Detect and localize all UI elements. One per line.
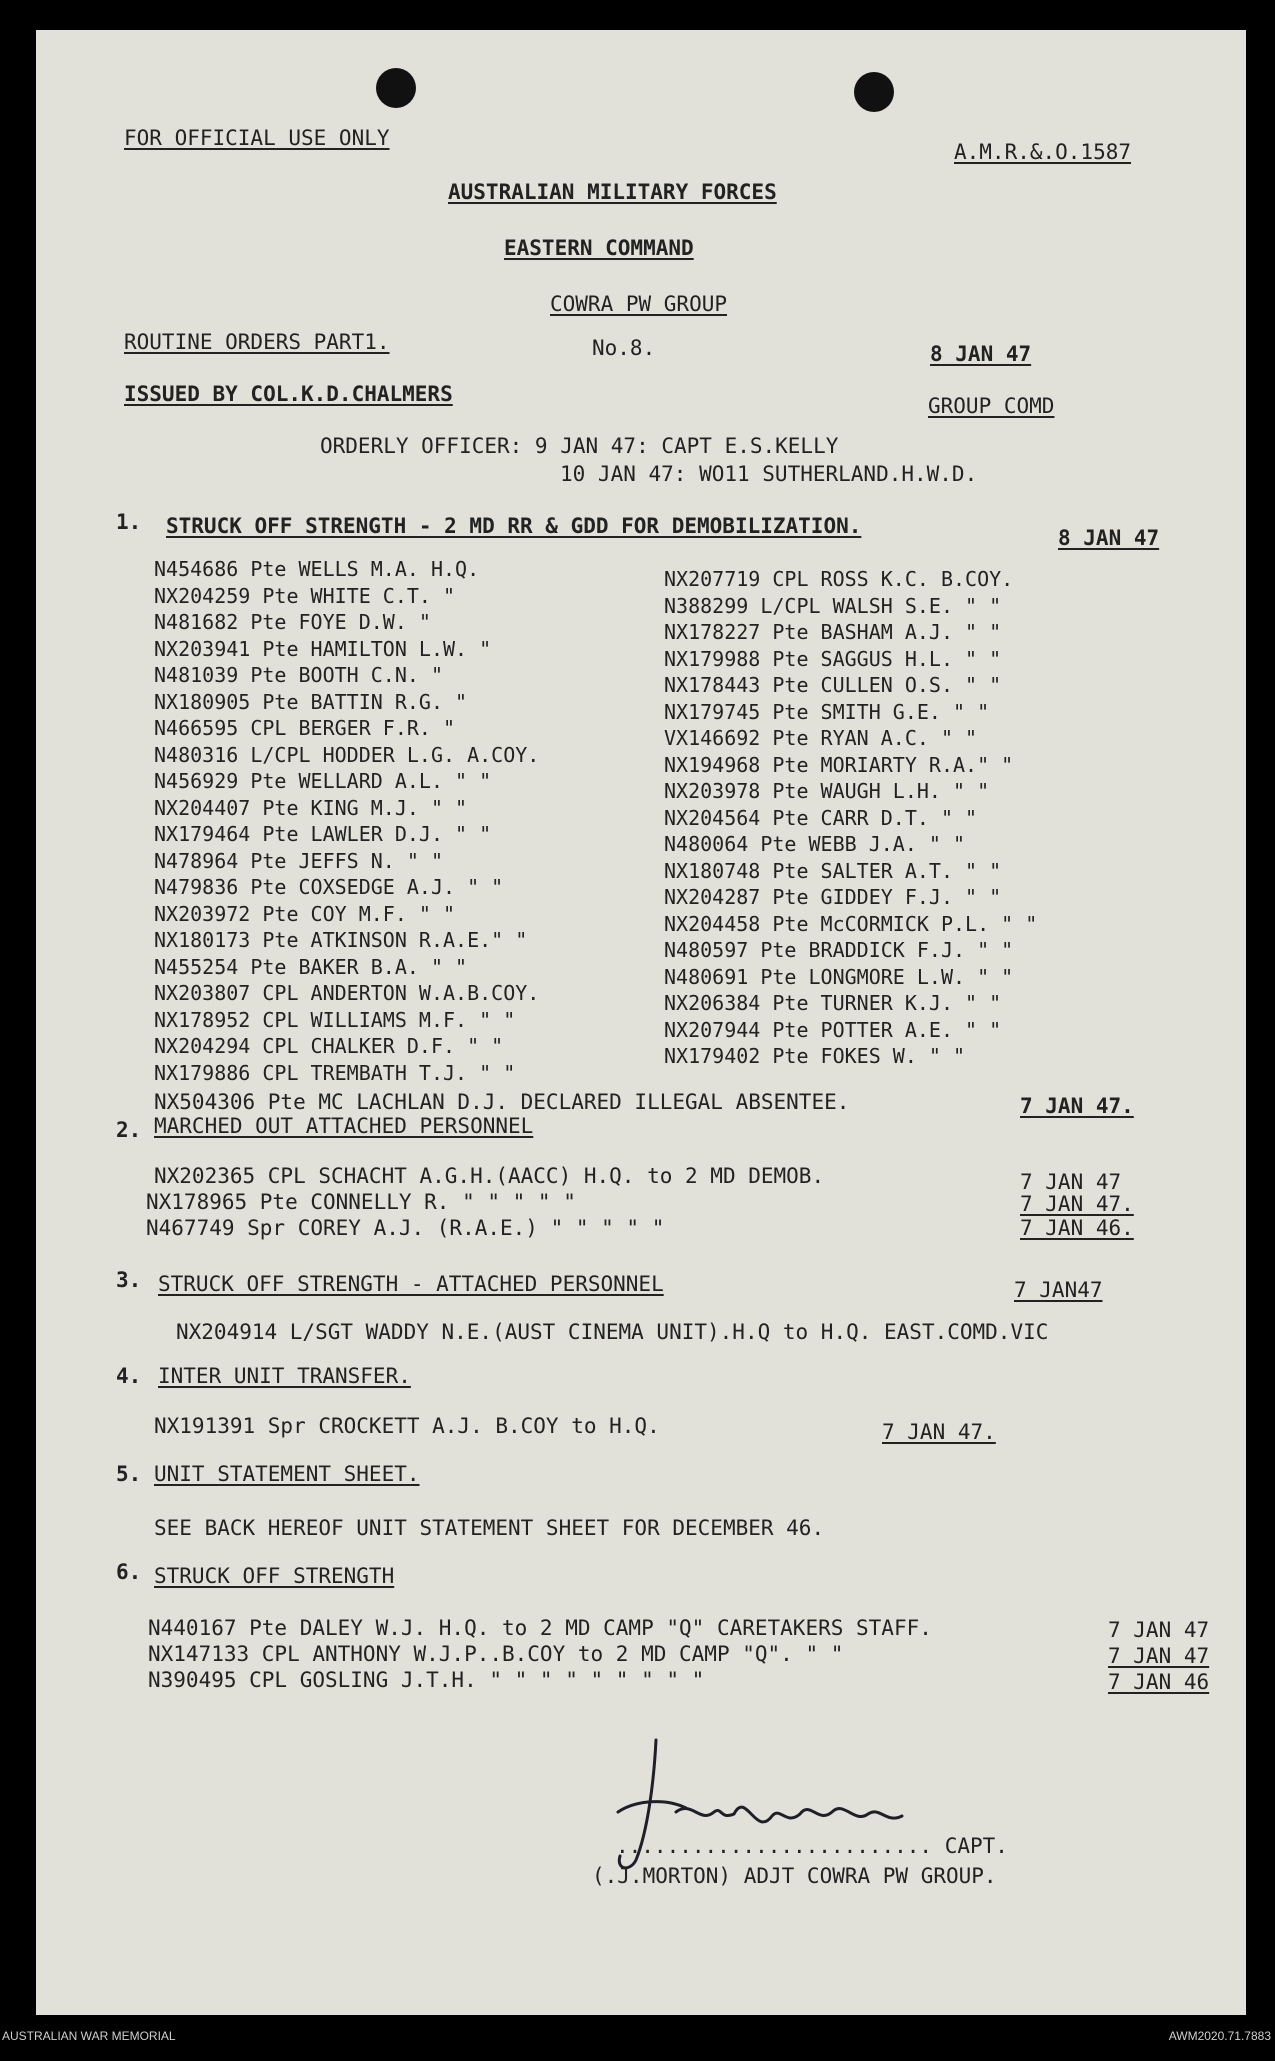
list-item: NX204294 CPL CHALKER D.F. " "	[154, 1034, 504, 1058]
list-item: N454686 Pte WELLS M.A. H.Q.	[154, 557, 480, 581]
list-item: N388299 L/CPL WALSH S.E. " "	[664, 593, 1002, 618]
illegal-absentee-date: 7 JAN 47.	[1020, 1094, 1134, 1118]
section-4-row: NX191391 Spr CROCKETT A.J. B.COY to H.Q.	[154, 1414, 660, 1438]
routine-orders-label: ROUTINE ORDERS PART1.	[124, 330, 390, 354]
section-2-number: 2.	[116, 1118, 142, 1142]
list-item: NX178952 CPL WILLIAMS M.F. " "	[154, 1007, 516, 1032]
list-item: N479836 Pte COXSEDGE A.J. " "	[154, 875, 504, 899]
issued-by: ISSUED BY COL.K.D.CHALMERS	[124, 382, 453, 406]
list-item: VX146692 Pte RYAN A.C. " "	[664, 726, 978, 750]
section-5-title: UNIT STATEMENT SHEET.	[154, 1462, 420, 1486]
section-6-row: NX147133 CPL ANTHONY W.J.P..B.COY to 2 MD CAMP "Q". " "	[148, 1642, 844, 1666]
official-use-label: FOR OFFICIAL USE ONLY	[124, 126, 390, 150]
section-3-title: STRUCK OFF STRENGTH - ATTACHED PERSONNEL	[158, 1272, 664, 1296]
group-comd: GROUP COMD	[928, 394, 1055, 418]
list-item: N481039 Pte BOOTH C.N. "	[154, 663, 443, 687]
list-item: NX194968 Pte MORIARTY R.A." "	[664, 752, 1014, 777]
list-item: NX179464 Pte LAWLER D.J. " "	[154, 822, 492, 846]
section-2-title: MARCHED OUT ATTACHED PERSONNEL	[154, 1114, 534, 1138]
archive-reference: AWM2020.71.7883	[1168, 2029, 1271, 2043]
group-heading: COWRA PW GROUP	[550, 292, 728, 316]
section-4-date: 7 JAN 47.	[882, 1420, 996, 1444]
list-item: N478964 Pte JEFFS N. " "	[154, 848, 443, 873]
list-item: N480691 Pte LONGMORE L.W. " "	[664, 964, 1014, 989]
form-reference: A.M.R.&.O.1587	[954, 140, 1132, 164]
command-heading: EASTERN COMMAND	[504, 236, 694, 260]
list-item: NX204259 Pte WHITE C.T. "	[154, 583, 456, 608]
punch-hole-left	[376, 68, 416, 108]
section-1-number: 1.	[116, 510, 142, 534]
list-item: NX207944 Pte POTTER A.E. " "	[664, 1017, 1002, 1042]
list-item: N455254 Pte BAKER B.A. " "	[154, 954, 468, 979]
order-number: No.8.	[592, 336, 656, 360]
list-item: NX203978 Pte WAUGH L.H. " "	[664, 779, 990, 803]
order-date: 8 JAN 47	[930, 342, 1032, 366]
list-item: N480064 Pte WEBB J.A. " "	[664, 832, 966, 856]
section-2-date: 7 JAN 47	[1020, 1170, 1122, 1194]
section-1-date: 8 JAN 47	[1058, 526, 1160, 550]
list-item: NX203972 Pte COY M.F. " "	[154, 901, 456, 926]
section-2-row: NX178965 Pte CONNELLY R. " " " " "	[146, 1190, 576, 1214]
list-item: NX180748 Pte SALTER A.T. " "	[664, 858, 1002, 883]
section-6-row: N440167 Pte DALEY W.J. H.Q. to 2 MD CAMP "Q" CARETAKERS STAFF.	[148, 1616, 932, 1640]
section-4-number: 4.	[116, 1364, 142, 1388]
list-item: N480597 Pte BRADDICK F.J. " "	[664, 938, 1014, 962]
signature-name-line: (.J.MORTON) ADJT COWRA PW GROUP.	[592, 1864, 997, 1888]
list-item: NX204564 Pte CARR D.T. " "	[664, 805, 978, 830]
list-item: NX178443 Pte CULLEN O.S. " "	[664, 673, 1002, 697]
list-item: NX179402 Pte FOKES W. " "	[664, 1044, 966, 1068]
section-6-number: 6.	[116, 1560, 142, 1584]
signature-rank-line: ......................... CAPT.	[616, 1834, 1008, 1858]
section-6-date: 7 JAN 46	[1108, 1670, 1210, 1694]
document-sheet	[36, 30, 1246, 2015]
section-1-right-list	[664, 566, 1037, 1070]
section-6-row: N390495 CPL GOSLING J.T.H. " " " " " " " " "	[148, 1668, 705, 1692]
section-2-row: NX202365 CPL SCHACHT A.G.H.(AACC) H.Q. to 2 MD DEMOB.	[154, 1164, 825, 1188]
list-item: N480316 L/CPL HODDER L.G. A.COY.	[154, 742, 540, 767]
section-1-left-list	[154, 556, 539, 1086]
list-item: NX206384 Pte TURNER K.J. " "	[664, 991, 1002, 1015]
list-item: N466595 CPL BERGER F.R. "	[154, 716, 456, 740]
list-item: N456929 Pte WELLARD A.L. " "	[154, 769, 492, 793]
section-3-number: 3.	[116, 1268, 142, 1292]
section-3-date: 7 JAN47	[1014, 1278, 1103, 1302]
list-item: NX179745 Pte SMITH G.E. " "	[664, 699, 990, 724]
list-item: NX204458 Pte McCORMICK P.L. " "	[664, 911, 1038, 936]
section-6-date: 7 JAN 47	[1108, 1618, 1210, 1642]
list-item: N481682 Pte FOYE D.W. "	[154, 610, 431, 634]
orderly-officer-1: ORDERLY OFFICER: 9 JAN 47: CAPT E.S.KELLY	[320, 434, 839, 458]
section-2-row: N467749 Spr COREY A.J. (R.A.E.) " " " " "	[146, 1216, 665, 1240]
section-6-title: STRUCK OFF STRENGTH	[154, 1564, 395, 1588]
section-1-title: STRUCK OFF STRENGTH - 2 MD RR & GDD FOR DEMOBILIZATION.	[166, 514, 862, 538]
list-item: NX180173 Pte ATKINSON R.A.E." "	[154, 928, 528, 952]
list-item: NX179886 CPL TREMBATH T.J. " "	[154, 1060, 516, 1085]
list-item: NX203941 Pte HAMILTON L.W. "	[154, 636, 492, 661]
section-5-number: 5.	[116, 1462, 142, 1486]
section-5-row: SEE BACK HEREOF UNIT STATEMENT SHEET FOR DECEMBER 46.	[154, 1516, 825, 1540]
section-2-date: 7 JAN 47.	[1020, 1192, 1134, 1216]
list-item: NX204407 Pte KING M.J. " "	[154, 795, 468, 820]
list-item: NX207719 CPL ROSS K.C. B.COY.	[664, 567, 1014, 591]
section-3-row: NX204914 L/SGT WADDY N.E.(AUST CINEMA UNIT).H.Q to H.Q. EAST.COMD.VIC	[176, 1320, 1049, 1344]
archive-name: AUSTRALIAN WAR MEMORIAL	[2, 2029, 176, 2043]
punch-hole-right	[854, 72, 894, 112]
list-item: NX178227 Pte BASHAM A.J. " "	[664, 620, 1002, 644]
list-item: NX204287 Pte GIDDEY F.J. " "	[664, 885, 1002, 909]
list-item: NX203807 CPL ANDERTON W.A.B.COY.	[154, 981, 540, 1005]
forces-heading: AUSTRALIAN MILITARY FORCES	[448, 180, 777, 204]
section-2-date: 7 JAN 46.	[1020, 1216, 1134, 1240]
list-item: NX180905 Pte BATTIN R.G. "	[154, 689, 468, 714]
orderly-officer-2: 10 JAN 47: WO11 SUTHERLAND.H.W.D.	[560, 462, 978, 486]
section-4-title: INTER UNIT TRANSFER.	[158, 1364, 411, 1388]
section-6-date: 7 JAN 47	[1108, 1644, 1210, 1668]
list-item: NX179988 Pte SAGGUS H.L. " "	[664, 646, 1002, 671]
illegal-absentee-line: NX504306 Pte MC LACHLAN D.J. DECLARED ILLEGAL ABSENTEE.	[154, 1090, 850, 1114]
